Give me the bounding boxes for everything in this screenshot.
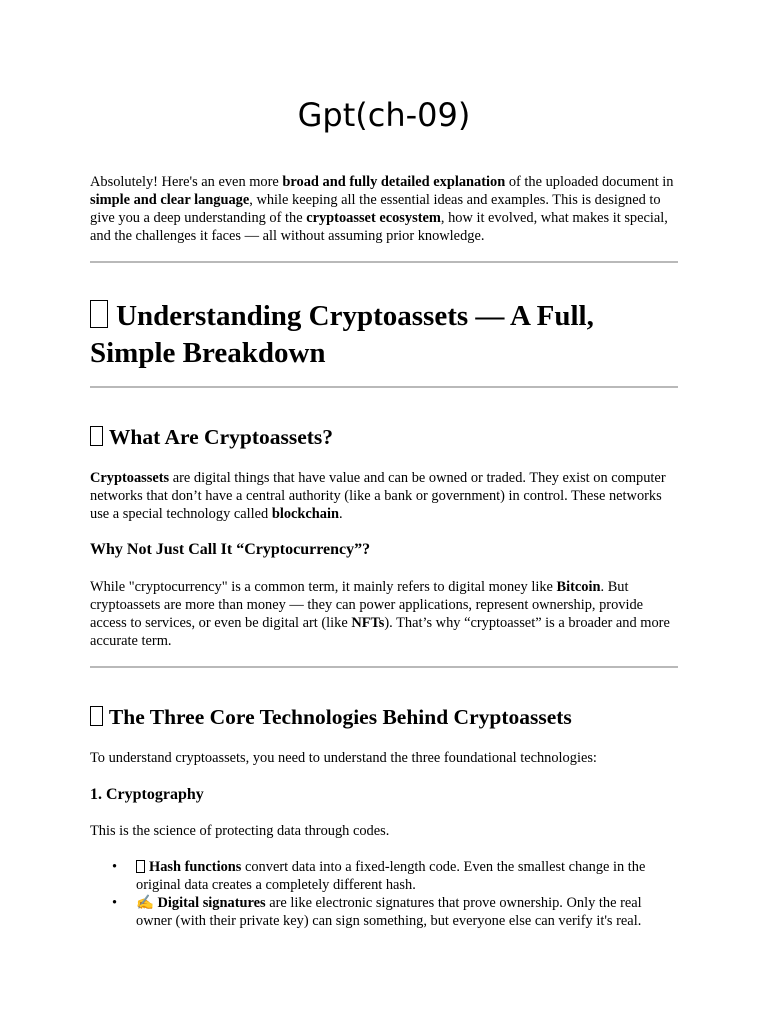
- why-paragraph: [90, 578, 678, 650]
- term-nfts: NFTs: [351, 615, 385, 631]
- subheading-why-text: Why Not Just Call It “Cryptocurrency”?: [90, 541, 371, 558]
- section-heading-what: [90, 424, 678, 450]
- why-text-3: ). That’s why “cryptoasset” is a broader and more accurate term.: [90, 615, 670, 649]
- what-text-1: are digital things that have value and can be owned or traded. They exist on computer networks that don’t have a central authority (like a bank or government) in control. These networks use a special technology called: [90, 470, 666, 522]
- bullet-dot: •: [112, 895, 118, 911]
- term-digital-signatures: Digital signatures: [157, 895, 266, 911]
- bullet-dot: •: [112, 859, 118, 875]
- subheading-cryptography: [90, 785, 678, 805]
- tech-intro-text: To understand cryptoassets, you need to understand the three foundational technologies:: [90, 750, 597, 766]
- section-heading-tech: [90, 704, 678, 730]
- list-item: [90, 894, 678, 930]
- missing-glyph-icon: [136, 860, 145, 873]
- intro-paragraph: [90, 173, 678, 245]
- intro-text-4: , how it evolved, what makes it special, and the challenges it faces — all without assuming prior knowledge.: [90, 210, 668, 244]
- missing-glyph-icon: [90, 706, 103, 726]
- term-cryptoassets: Cryptoassets: [90, 470, 170, 486]
- bullet-text: convert data into a fixed-length code. Even the smallest change in the original data creates a completely different hash.: [136, 859, 646, 893]
- intro-text-3: , while keeping all the essential ideas and examples. This is designed to give you a deep understanding of the: [90, 192, 661, 226]
- tech-intro: [90, 749, 678, 767]
- intro-bold-3: cryptoasset ecosystem: [306, 210, 441, 226]
- bullet-text: are like electronic signatures that prove ownership. Only the real owner (with their private key) can sign something, but everyone else can verify it's real.: [136, 895, 642, 929]
- what-text-2: .: [339, 506, 343, 522]
- divider: [90, 386, 678, 388]
- term-hash-functions: Hash functions: [149, 859, 242, 875]
- missing-glyph-icon: [90, 426, 103, 446]
- term-blockchain: blockchain: [271, 506, 339, 522]
- subheading-cryptography-text: 1. Cryptography: [90, 786, 204, 803]
- divider: [90, 666, 678, 668]
- intro-bold-1: broad and fully detailed explanation: [282, 174, 506, 190]
- intro-text-2: of the uploaded document in: [505, 174, 674, 190]
- term-bitcoin: Bitcoin: [556, 579, 601, 595]
- what-paragraph: [90, 469, 678, 523]
- document-title: Gpt(ch-09): [297, 96, 471, 134]
- missing-glyph-icon: [90, 300, 108, 328]
- bullet-list: [90, 858, 678, 930]
- cryptography-paragraph: [90, 822, 678, 840]
- main-heading-text: Understanding Cryptoassets — A Full, Simple Breakdown: [90, 300, 594, 369]
- cryptography-text: This is the science of protecting data through codes.: [90, 823, 390, 839]
- section-heading-text: What Are Cryptoassets?: [108, 425, 334, 449]
- why-text-1: While "cryptocurrency" is a common term, it mainly refers to digital money like: [90, 579, 557, 595]
- why-text-2: . But cryptoassets are more than money — they can power applications, represent ownership, provide access to services, or even be digital art (like: [90, 579, 644, 631]
- list-item: [90, 858, 678, 894]
- intro-bold-2: simple and clear language: [90, 192, 250, 208]
- writing-hand-icon: ✍: [136, 895, 154, 911]
- subheading-why: [90, 540, 678, 560]
- section-heading-text: The Three Core Technologies Behind Cryptoassets: [108, 705, 572, 729]
- divider: [90, 261, 678, 263]
- main-heading: [90, 298, 678, 372]
- intro-text-1: Absolutely! Here's an even more: [90, 174, 283, 190]
